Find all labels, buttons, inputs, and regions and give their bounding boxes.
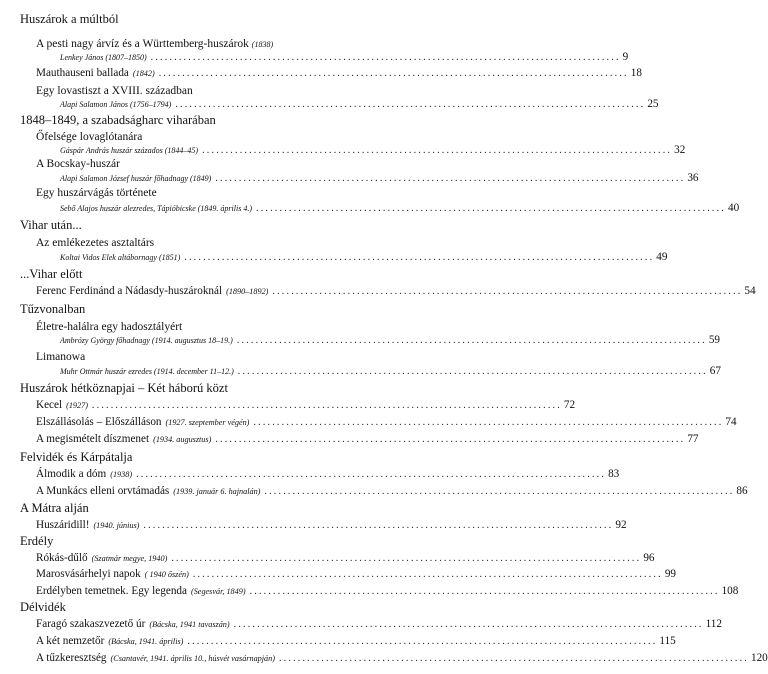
entry-note: (Bácska, 1941 tavaszán) — [149, 620, 230, 629]
entry-author: Alapi Salamon József huszár főhadnagy (1849) — [60, 174, 212, 183]
entry-title-text: Ferenc Ferdinánd a Nádasdy-huszároknál — [36, 285, 223, 297]
entry-note: ( 1940 őszén) — [144, 570, 189, 579]
entry-title-text: Álmodik a dóm — [36, 468, 107, 480]
entry-title-text: Erdélyben temetnek. Egy legenda — [36, 585, 187, 597]
dot-leader: .................................................................................................... — [143, 520, 614, 531]
toc-entry — [36, 398, 576, 412]
entry-author: Gáspár András huszár százados (1844–45) — [60, 146, 199, 155]
dot-leader: .................................................................................................... — [237, 366, 708, 377]
toc-entry — [36, 567, 677, 581]
entry-note: (Csantavér, 1941. április 10., húsvét vasárnapján) — [110, 654, 275, 663]
entry-note: (1890–1892) — [226, 287, 269, 296]
entry-title-text: A pesti nagy árvíz és a Württemberg-huszárok — [36, 38, 249, 50]
entry-title-text: A tűzkeresztség — [36, 652, 107, 664]
dot-leader: .................................................................................................... — [264, 486, 735, 497]
toc-entry — [36, 284, 756, 298]
section-title: A Mátra alján — [20, 501, 89, 515]
entry-author: Ambrózy György főhadnagy (1914. augusztus 18–19.) — [60, 336, 233, 345]
section-title: Délvidék — [20, 600, 66, 614]
page-number: 99 — [664, 568, 677, 580]
toc-entry — [36, 584, 739, 598]
page-number: 72 — [563, 399, 576, 411]
page-number: 115 — [659, 635, 676, 647]
toc-entry — [60, 333, 720, 347]
dot-leader: .................................................................................................... — [249, 586, 720, 597]
entry-title: A Bocskay-huszár — [36, 158, 120, 170]
dot-leader: .................................................................................................... — [171, 553, 642, 564]
entry-author: Alapi Salamon János (1756–1794) — [60, 100, 172, 109]
section-title: Huszárok hétköznapjai – Két háború közt — [20, 381, 228, 395]
page-number: 49 — [656, 251, 668, 263]
toc-entry — [36, 432, 699, 446]
dot-leader: .................................................................................................... — [184, 252, 655, 263]
toc-entry — [60, 171, 699, 185]
entry-note: (Bácska, 1941. április) — [108, 637, 184, 646]
toc-entry — [60, 250, 668, 264]
toc-entry — [60, 364, 721, 378]
page-number: 67 — [709, 365, 721, 377]
entry-note: (1938) — [110, 470, 133, 479]
entry-title: Limanowa — [36, 351, 86, 363]
entry-note: (1838) — [251, 40, 274, 49]
dot-leader: .................................................................................................... — [256, 203, 726, 214]
page-number: 108 — [721, 585, 739, 597]
entry-title: Az emlékezetes asztaltárs — [36, 237, 155, 249]
page-number: 83 — [608, 468, 620, 480]
dot-leader: .................................................................................................... — [175, 99, 646, 110]
entry-title: Életre-halálra egy hadosztályért — [36, 321, 183, 333]
toc-entry — [60, 97, 659, 111]
section-title: Felvidék és Kárpátalja — [20, 450, 133, 464]
entry-title-text: Elszállásolás – Előszálláson — [36, 416, 162, 428]
section-title: Tűzvonalban — [20, 302, 86, 316]
dot-leader: .................................................................................................... — [253, 417, 724, 428]
entry-title-text: Huszáridill! — [36, 519, 90, 531]
entry-author: Sebő Alajos huszár alezredes, Tápióbicske (1849. április 4.) — [60, 204, 252, 213]
page-number: 92 — [615, 519, 627, 531]
toc-entry — [36, 66, 642, 80]
page-number: 25 — [647, 98, 659, 110]
section-title: Erdély — [20, 534, 54, 548]
dot-leader: .................................................................................................... — [272, 286, 743, 297]
entry-note: (Szatmár megye, 1940) — [91, 554, 168, 563]
entry-title-text: Marosvásárhelyi napok — [36, 568, 141, 580]
page-number: 86 — [736, 485, 748, 497]
entry-note: (1940. június) — [93, 521, 140, 530]
dot-leader: .................................................................................................... — [202, 145, 673, 156]
entry-title: Egy huszárvágás története — [36, 187, 157, 199]
dot-leader: .................................................................................................... — [158, 68, 629, 79]
entry-note: (1934. augusztus) — [153, 435, 212, 444]
entry-note: (1927) — [66, 401, 88, 410]
page-number: 74 — [725, 416, 737, 428]
entry-title-text: Kecel — [36, 399, 63, 411]
entry-title-text: Faragó szakaszvezető úr — [36, 618, 146, 630]
page-number: 59 — [708, 334, 720, 346]
entry-author: Muhr Ottmár huszár ezredes (1914. december 11–12.) — [60, 367, 234, 376]
dot-leader: .................................................................................................... — [236, 335, 707, 346]
entry-title-text: A két nemzetőr — [36, 635, 105, 647]
dot-leader: .................................................................................................... — [91, 400, 562, 411]
page-number: 40 — [728, 202, 740, 214]
page-number: 54 — [744, 285, 756, 297]
toc-entry — [36, 518, 627, 532]
dot-leader: .................................................................................................... — [215, 434, 686, 445]
dot-leader: .................................................................................................... — [192, 569, 663, 580]
page-number: 96 — [643, 552, 655, 564]
entry-note: (1842) — [132, 69, 155, 78]
page-number: 9 — [622, 51, 629, 63]
page-number: 18 — [630, 67, 642, 79]
entry-title-text: A Munkács elleni orvtámadás — [36, 485, 170, 497]
page-number: 36 — [687, 172, 699, 184]
entry-title: Egy lovastiszt a XVIII. században — [36, 85, 193, 97]
toc-entry — [36, 651, 768, 665]
entry-title-text: A megismételt díszmenet — [36, 433, 150, 445]
page-number: 77 — [687, 433, 699, 445]
toc-entry — [36, 551, 655, 565]
toc-entry — [60, 50, 629, 64]
page-number: 120 — [750, 652, 768, 664]
toc-entry — [36, 484, 748, 498]
dot-leader: .................................................................................................... — [278, 653, 749, 664]
dot-leader: .................................................................................................... — [136, 469, 607, 480]
entry-note: (Segesvár, 1849) — [190, 587, 246, 596]
entry-title-text: Rókás-dűlő — [36, 552, 88, 564]
section-title: ...Vihar előtt — [20, 267, 83, 281]
toc-entry — [36, 617, 722, 631]
toc-entry — [36, 415, 737, 429]
section-title: 1848–1849, a szabadságharc viharában — [20, 113, 216, 127]
entry-author: Koltai Vidos Elek altábornagy (1851) — [60, 253, 181, 262]
dot-leader: .................................................................................................... — [233, 619, 704, 630]
dot-leader: .................................................................................................... — [215, 173, 686, 184]
page-number: 112 — [705, 618, 722, 630]
entry-title: Őfelsége lovaglótanára — [36, 131, 143, 143]
section-title: Huszárok a múltból — [20, 12, 119, 26]
toc-entry — [60, 143, 686, 157]
entry-note: (1939. január 6. hajnalán) — [173, 487, 261, 496]
entry-author: Lenkey János (1807–1850) — [60, 53, 147, 62]
toc-entry — [60, 201, 740, 215]
entry-note: (1927. szeptember végén) — [165, 418, 250, 427]
entry-title-text: Mauthauseni ballada — [36, 67, 129, 79]
dot-leader: .................................................................................................... — [150, 52, 621, 63]
toc-entry — [36, 467, 620, 481]
section-title: Vihar után... — [20, 218, 82, 232]
toc-entry — [36, 634, 676, 648]
page-number: 32 — [674, 144, 686, 156]
dot-leader: .................................................................................................... — [187, 636, 658, 647]
